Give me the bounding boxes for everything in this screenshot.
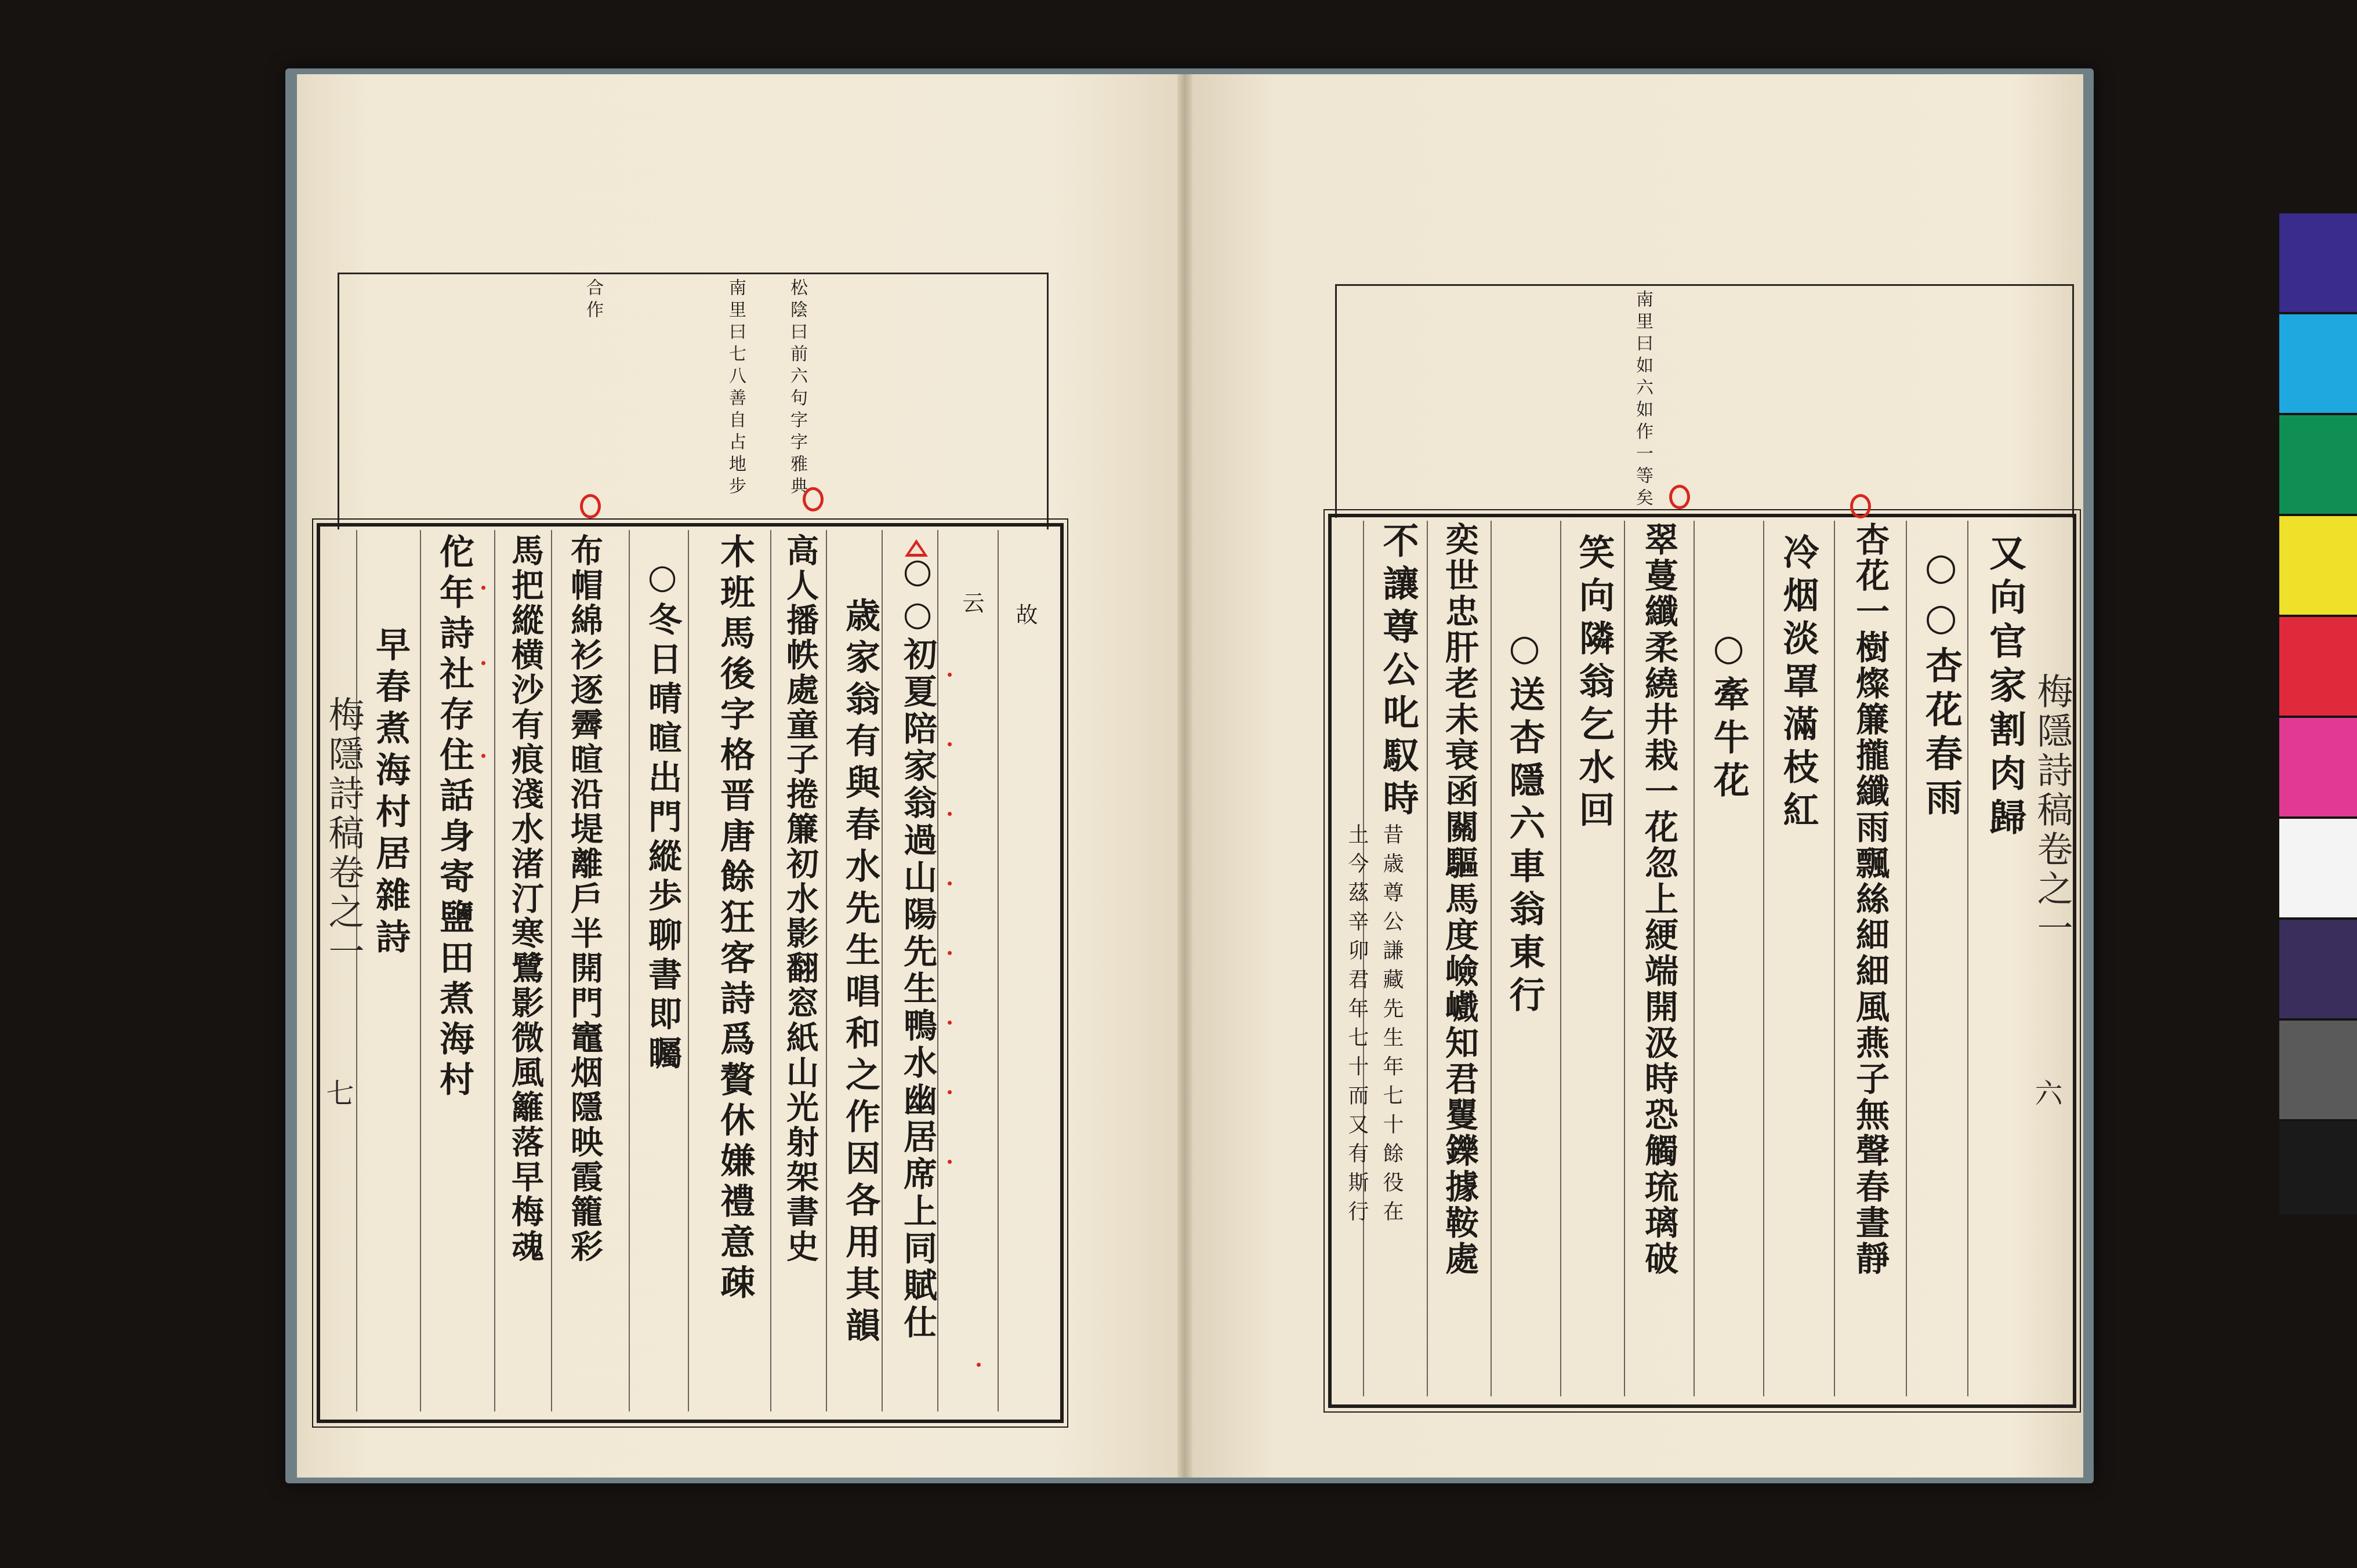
left-col-8: 馬把縱横沙有痕淺水渚汀寒鷺影微風籬落早梅魂 <box>506 533 545 1264</box>
right-col-4: ○牽牛花 <box>1707 626 1750 804</box>
color-checker-strip <box>2279 213 2357 1329</box>
red-dot-mark <box>977 1363 981 1367</box>
right-headnote-col1: 南里曰如六如作一等矣 <box>1633 290 1653 510</box>
column-rule <box>1694 521 1695 1396</box>
red-dot-mark <box>948 1160 952 1164</box>
column-rule <box>1491 521 1492 1396</box>
right-hanshin-page: 六 <box>2030 1079 2062 1110</box>
right-hanshin-title: 梅隱詩稿卷之一 <box>2031 673 2073 949</box>
column-rule <box>1967 521 1968 1396</box>
red-circle-mark <box>580 494 601 518</box>
right-col-8: 奕世忠肝老未衰函關驅馬度嶮巇知君矍鑠據鞍處 <box>1439 522 1479 1277</box>
red-dot-mark <box>948 951 952 955</box>
column-rule <box>1560 521 1561 1396</box>
right-col-9: 不讓尊公叱馭時 <box>1377 522 1419 822</box>
column-rule <box>1906 521 1907 1396</box>
left-col-7: 布帽綿衫逐霽暄沿堤離戶半開門竈烟隱映霞籠彩 <box>565 533 604 1264</box>
right-col-7: ○送杏隱六車翁東行 <box>1503 626 1546 1019</box>
column-rule <box>770 530 771 1411</box>
left-headnote-col1: 松陰曰前六句字字雅典 <box>787 278 807 499</box>
right-col-1: ○○杏花春雨 <box>1919 545 1963 822</box>
column-rule <box>551 530 552 1411</box>
color-swatch-violet <box>2279 213 2357 312</box>
red-dot-mark <box>481 586 485 590</box>
red-dot-mark <box>481 754 485 758</box>
right-col-2: 杏花一樹燦簾攏纖雨飄絲細細風燕子無聲春晝靜 <box>1850 522 1890 1277</box>
column-rule <box>1763 521 1764 1396</box>
left-headnote-box <box>338 273 1049 529</box>
red-circle-mark <box>803 487 824 511</box>
red-dot-mark <box>948 673 952 677</box>
right-col-11: 土今茲辛卯君年七十而又有斯行 <box>1345 823 1369 1229</box>
color-swatch-green <box>2279 415 2357 514</box>
red-dot-mark <box>948 881 952 885</box>
left-col-10: 早春煮海村居雜詩 <box>370 626 411 960</box>
red-dot-mark <box>948 1090 952 1094</box>
column-rule <box>1834 521 1835 1396</box>
left-headnote-col3: 合作 <box>583 278 603 322</box>
right-headnote-box <box>1335 284 2074 518</box>
right-col-0: 又向官家割肉歸 <box>1983 533 2026 842</box>
right-col-5: 翠蔓纖柔繞井栽一花忽上綆端開汲時恐觸琉璃破 <box>1639 522 1678 1277</box>
column-rule <box>629 530 630 1411</box>
column-rule <box>420 530 421 1411</box>
color-swatch-gray <box>2279 1021 2357 1119</box>
left-col-2: ○○初夏陪家翁過山陽先生鴨水幽居席上同賦仕 <box>898 551 937 1342</box>
column-rule <box>998 530 999 1411</box>
color-swatch-white <box>2279 819 2357 917</box>
red-dot-mark <box>481 661 485 665</box>
column-rule <box>1624 521 1625 1396</box>
left-col-4: 高人播帙處童子捲簾初水影翻窓紙山光射架書史 <box>781 533 819 1264</box>
left-col-3: 歳家翁有與春水先生唱和之作因各用其韻 <box>840 597 880 1349</box>
left-col-0: 故 <box>1012 603 1038 629</box>
column-rule <box>1427 521 1428 1396</box>
red-circle-mark <box>1669 485 1690 509</box>
right-col-3: 冷烟淡罩滿枝紅 <box>1777 533 1819 834</box>
red-dot-mark <box>948 812 952 816</box>
red-dot-mark <box>948 742 952 746</box>
color-swatch-black <box>2279 1121 2357 1214</box>
color-swatch-purple <box>2279 920 2357 1018</box>
column-rule <box>688 530 689 1411</box>
red-triangle-mark <box>905 539 928 557</box>
left-headnote-col2: 南里曰七八善自占地步 <box>726 278 746 499</box>
left-hanshin-page: 七 <box>321 1079 354 1110</box>
right-col-10: 昔歳尊公謙藏先生年七十餘役在 <box>1380 823 1404 1229</box>
color-swatch-cyan <box>2279 314 2357 413</box>
red-dot-mark <box>948 1021 952 1025</box>
color-swatch-yellow <box>2279 516 2357 615</box>
red-circle-mark <box>1850 494 1871 518</box>
right-col-6: 笑向隣翁乞水回 <box>1573 533 1615 834</box>
left-hanshin-title: 梅隱詩稿卷之一 <box>322 696 365 972</box>
color-swatch-red <box>2279 617 2357 716</box>
column-rule <box>826 530 827 1411</box>
left-col-9: 佗年詩社存住話身寄鹽田煮海村 <box>434 533 474 1102</box>
left-col-6: ○冬日晴暄出門縱歩聊書即矚 <box>643 557 682 1075</box>
color-swatch-magenta <box>2279 718 2357 816</box>
left-col-1: 云 <box>959 591 984 617</box>
column-rule <box>494 530 495 1411</box>
book-gutter <box>1177 74 1192 1478</box>
left-col-5: 木班馬後字格晋唐餘狂客詩爲贅休嫌禮意疎 <box>715 533 755 1305</box>
